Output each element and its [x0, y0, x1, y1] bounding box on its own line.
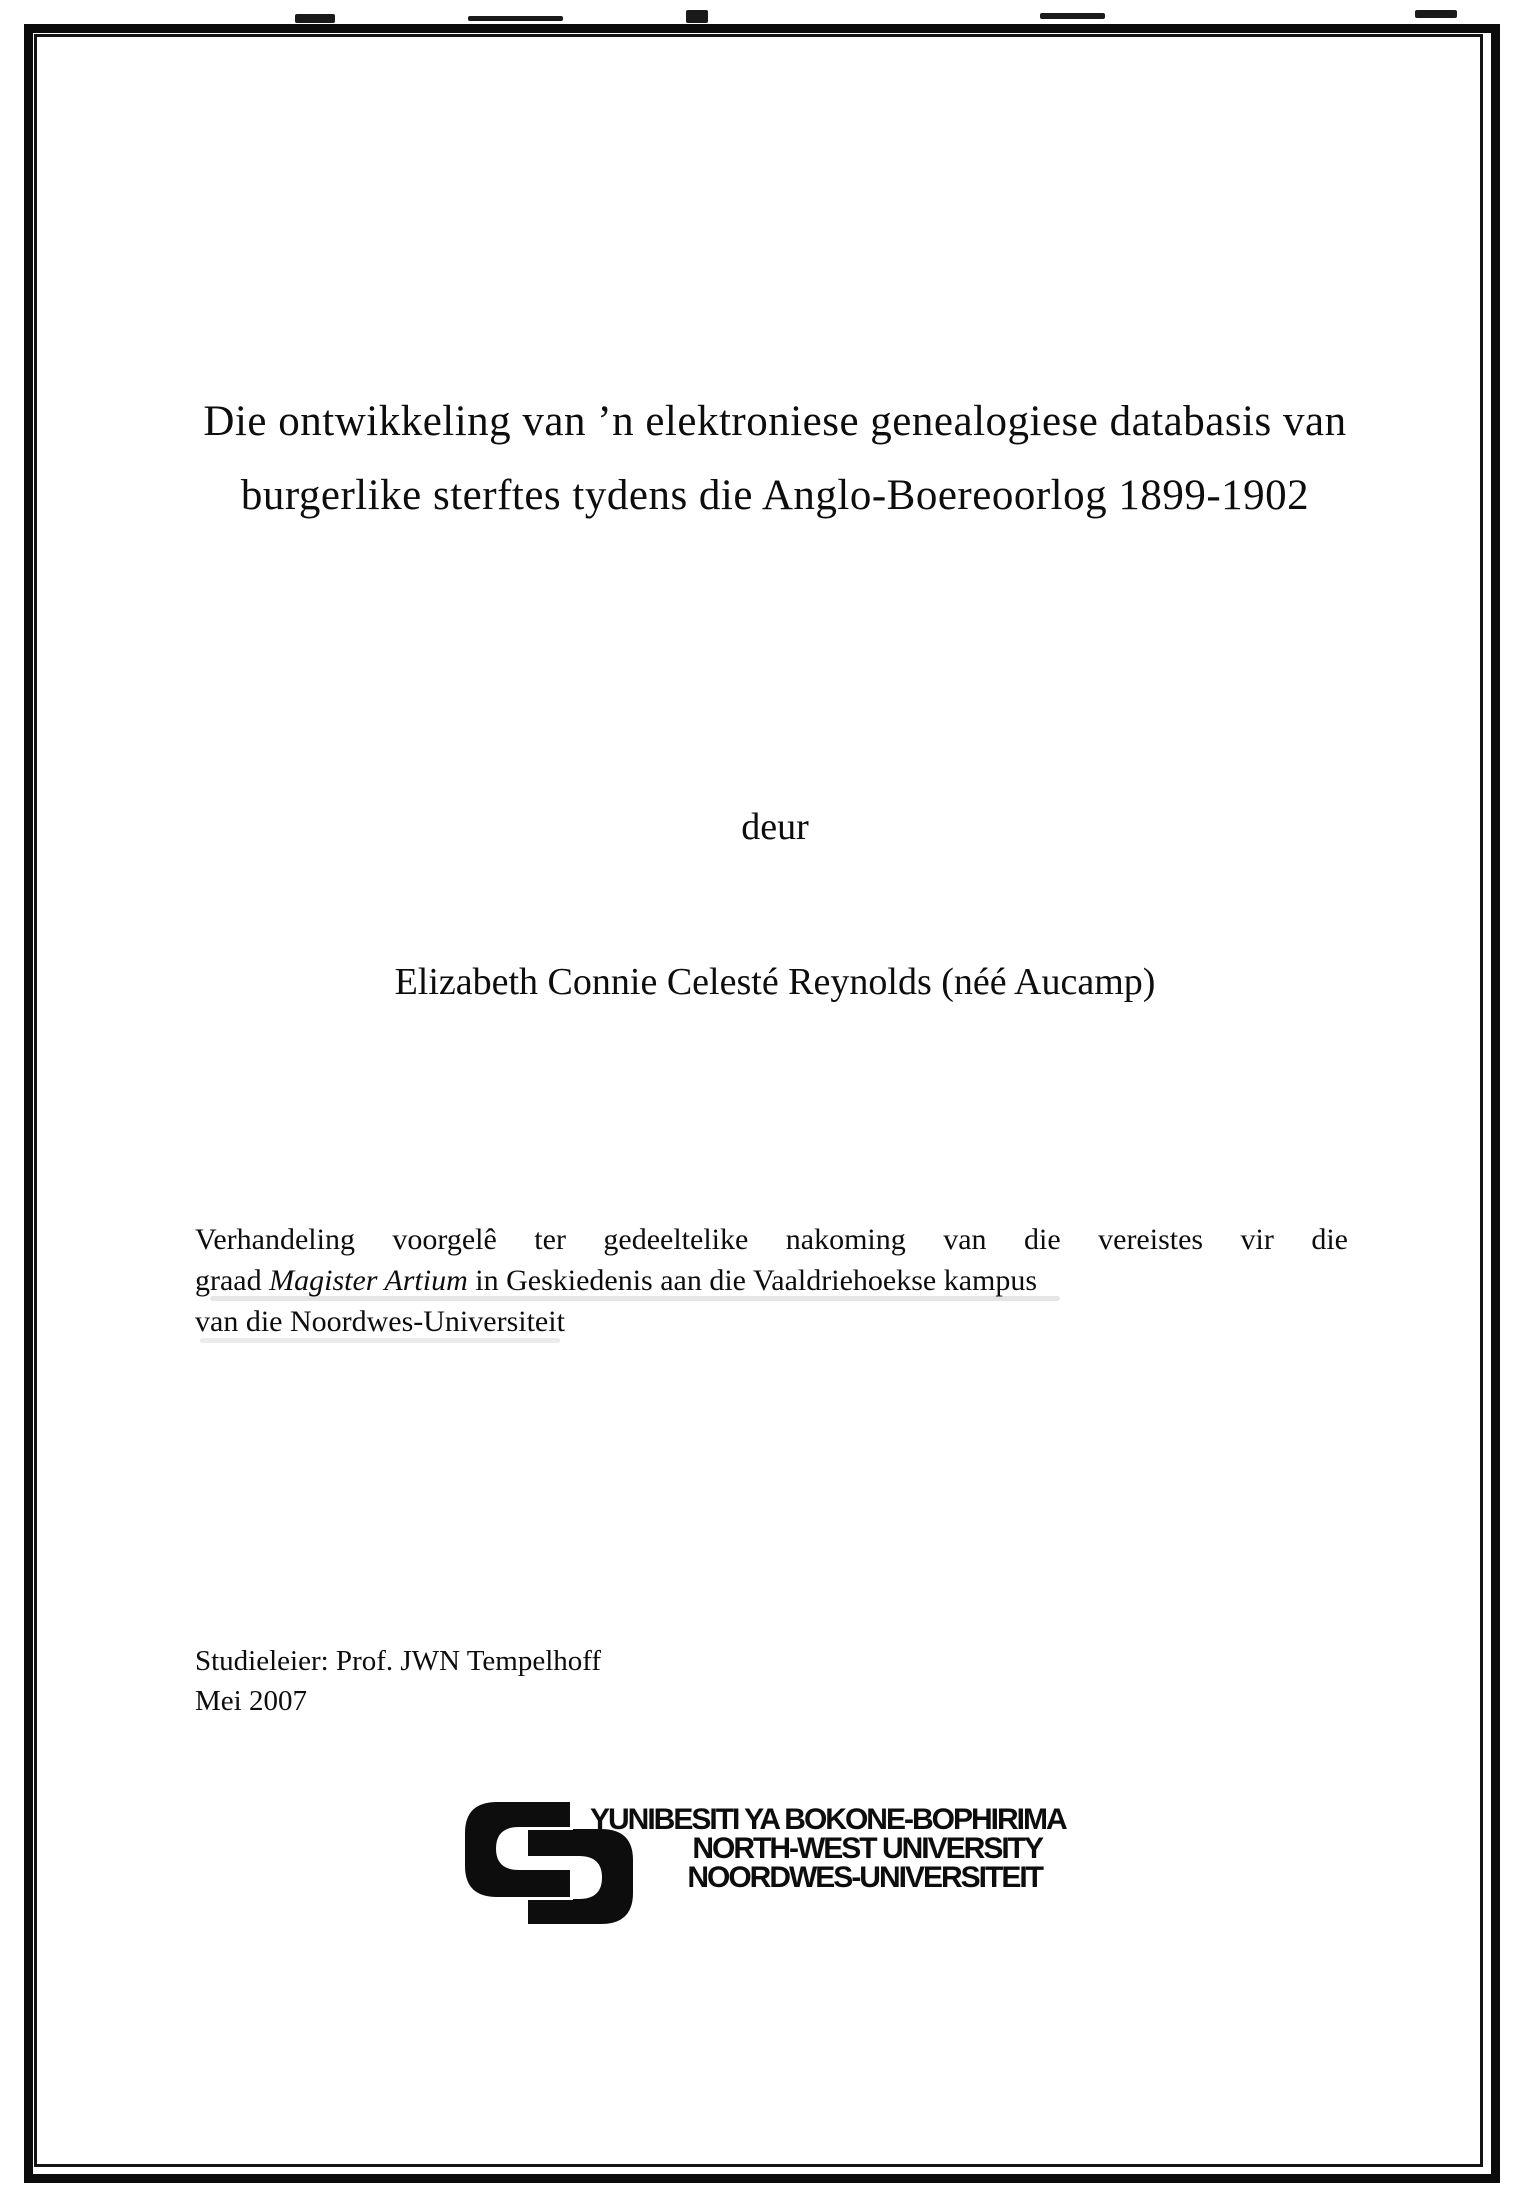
- byline-label: deur: [741, 806, 809, 848]
- degree-name-italic: Magister Artium: [269, 1264, 468, 1297]
- degree-statement: [195, 1219, 1348, 1342]
- supervisor-block: [195, 1641, 601, 1721]
- degree-statement-line2-prefix: graad: [195, 1264, 270, 1297]
- degree-statement-line2: [195, 1260, 1348, 1301]
- scan-artifact: [468, 16, 563, 21]
- scan-artifact: [1415, 10, 1457, 18]
- degree-statement-line1: Verhandeling voorgelê ter gedeeltelike nakoming van die vereistes vir die: [195, 1223, 1348, 1256]
- scan-artifact: [295, 14, 335, 23]
- author-name: Elizabeth Connie Celesté Reynolds (néé Aucamp): [394, 961, 1156, 1003]
- supervisor-line: Studieleier: Prof. JWN Tempelhoff: [195, 1645, 602, 1677]
- logo-line-setswana: YUNIBESITI YA BOKONE-BOPHIRIMA: [590, 1803, 1066, 1836]
- date-line: Mei 2007: [195, 1685, 307, 1717]
- scan-artifact: [1040, 13, 1105, 19]
- degree-statement-line3: van die Noordwes-Universiteit: [195, 1305, 565, 1338]
- logo-line-afrikaans: NOORDWES-UNIVERSITEIT: [687, 1861, 1042, 1894]
- degree-statement-line2-suffix: in Geskiedenis aan die Vaaldriehoekse kampus: [467, 1264, 1038, 1297]
- thesis-title-line2: burgerlike sterftes tydens die Anglo-Boereoorlog 1899-1902: [240, 472, 1310, 519]
- thesis-title: [160, 385, 1390, 533]
- scan-artifact: [686, 10, 708, 23]
- university-logo-text: [590, 1803, 1066, 1894]
- logo-line-english: NORTH-WEST UNIVERSITY: [692, 1832, 1042, 1865]
- thesis-title-line1: Die ontwikkeling van ’n elektroniese genealogiese databasis van: [203, 398, 1347, 445]
